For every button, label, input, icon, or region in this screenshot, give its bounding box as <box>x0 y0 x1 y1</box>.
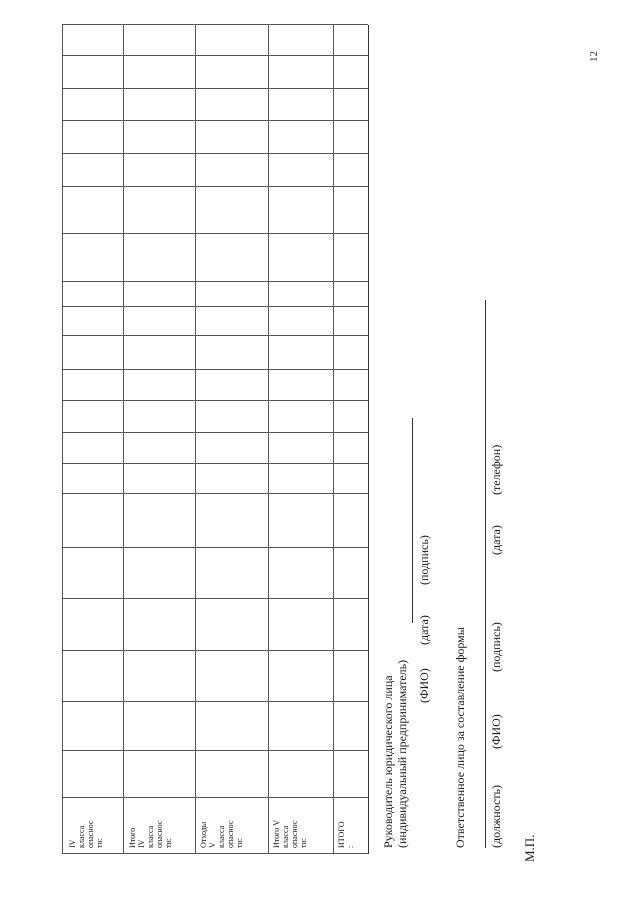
label-line: класса <box>281 825 290 848</box>
page-number: 12 <box>588 51 600 62</box>
label-line: ти: <box>299 838 308 848</box>
label-line: класса <box>217 825 226 848</box>
label-line: IV <box>68 839 77 848</box>
label-line: : <box>346 845 355 848</box>
manager-title: Руководитель юридического лица <box>381 675 395 848</box>
stamp-label: М.П. <box>522 834 537 862</box>
manager-subtitle: (индивидуальный предприниматель) <box>395 659 409 848</box>
responsible-sign-label: (подпись) <box>489 622 503 672</box>
label-line: класса <box>146 825 155 848</box>
manager-sign-label: (подпись) <box>417 535 431 585</box>
label-line: ти: <box>235 838 244 848</box>
manager-signature-line[interactable] <box>412 418 413 623</box>
manager-date-label: (дата) <box>417 615 431 645</box>
label-line: Итого <box>128 827 137 848</box>
label-line: опаснос <box>290 820 299 848</box>
label-line: Итого V <box>272 819 281 848</box>
responsible-fio-label: (ФИО) <box>489 714 503 749</box>
phone-label: (телефон) <box>489 444 503 495</box>
label-line: ти: <box>164 838 173 848</box>
label-line: ти: <box>95 838 104 848</box>
label-line: ИТОГО <box>337 821 346 848</box>
label-line: класса <box>77 825 86 848</box>
label-line: опаснос <box>226 820 235 848</box>
label-line: опаснос <box>155 820 164 848</box>
position-label: (должность) <box>489 785 503 848</box>
responsible-title: Ответственное лицо за составление формы <box>453 627 467 848</box>
label-line: V <box>208 842 217 848</box>
label-line: IV <box>137 839 146 848</box>
label-line: Отходы <box>199 821 208 848</box>
manager-fio-label: (ФИО) <box>417 668 431 703</box>
responsible-date-label: (дата) <box>489 525 503 555</box>
label-line: опаснос <box>86 820 95 848</box>
responsible-signature-line[interactable] <box>485 300 486 848</box>
